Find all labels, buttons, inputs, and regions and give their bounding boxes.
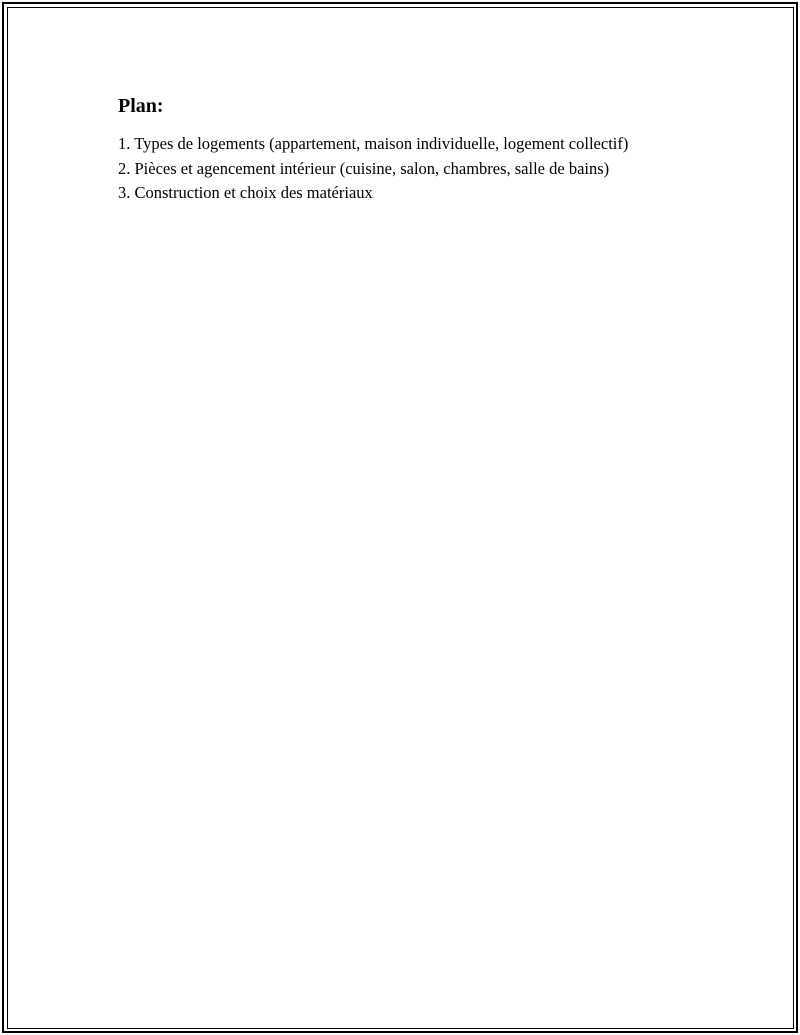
document-body [118,92,678,206]
plan-list [118,132,678,206]
plan-item-3: 3. Construction et choix des matériaux [118,183,373,202]
plan-item-2: 2. Pièces et agencement intérieur (cuisine, salon, chambres, salle de bains) [118,158,610,178]
plan-item-1: 1. Types de logements (appartement, maison individuelle, logement collectif) [118,134,629,153]
plan-heading: Plan: [118,95,164,117]
